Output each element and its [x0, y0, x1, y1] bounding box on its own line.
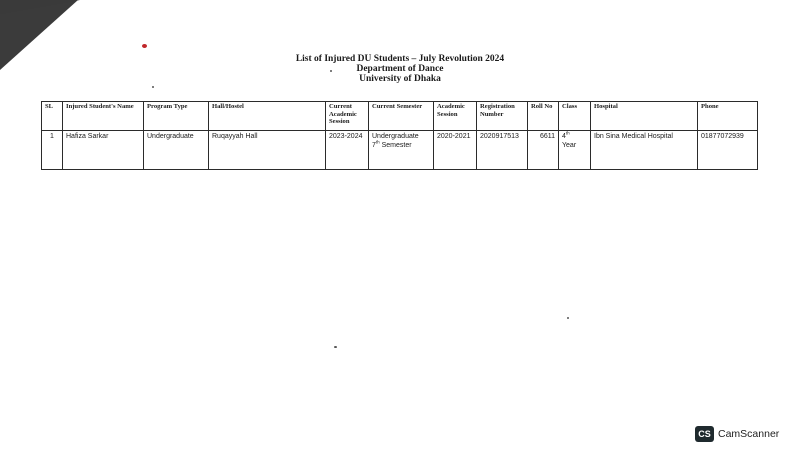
ink-speck: [142, 44, 147, 48]
university-name: University of Dhaka: [359, 74, 441, 84]
cell-academic-session: 2020-2021: [434, 131, 477, 170]
camscanner-logo-icon: CS: [695, 426, 714, 442]
header-hospital: Hospital: [591, 102, 698, 131]
header-name: Injured Student's Name: [63, 102, 144, 131]
header-current-session: Current Academic Session: [326, 102, 369, 131]
camscanner-label: CamScanner: [718, 428, 780, 440]
cell-name: Hafiza Sarkar: [63, 131, 144, 170]
header-academic-session: Academic Session: [434, 102, 477, 131]
cell-hall: Ruqayyah Hall: [209, 131, 326, 170]
semester-level: Undergraduate: [372, 133, 419, 140]
dust-speck: [152, 86, 154, 88]
cell-class: [559, 131, 591, 170]
table-header-row: [42, 102, 758, 131]
cell-roll: 6611: [528, 131, 559, 170]
cell-registration: 2020917513: [477, 131, 528, 170]
header-hall: Hall/Hostel: [209, 102, 326, 131]
header-class: Class: [559, 102, 591, 131]
cell-current-semester: [369, 131, 434, 170]
header-registration: Registration Number: [477, 102, 528, 131]
dust-speck: [334, 346, 337, 348]
header-current-semester: Current Semester: [369, 102, 434, 131]
semester-word: Semester: [381, 142, 412, 149]
document-title: List of Injured DU Students – July Revolution 2024: [295, 54, 505, 64]
cell-program: Undergraduate: [144, 131, 209, 170]
header-roll: Roll No: [528, 102, 559, 131]
cell-sl: 1: [42, 131, 63, 170]
header-phone: Phone: [698, 102, 758, 131]
table-row: [42, 131, 758, 170]
class-suffix: th: [565, 130, 570, 136]
class-number: 4: [562, 133, 566, 140]
scan-edge-shadow: [0, 0, 80, 14]
class-word: Year: [562, 142, 577, 149]
department-name: Department of Dance: [356, 64, 444, 74]
injured-students-table: [41, 101, 758, 170]
cell-phone: 01877072939: [698, 131, 758, 170]
semester-number: 7: [372, 142, 376, 149]
semester-suffix: th: [375, 139, 380, 145]
header-sl: SL: [42, 102, 63, 131]
camscanner-watermark: [695, 426, 779, 442]
cell-current-session: 2023-2024: [326, 131, 369, 170]
header-program: Program Type: [144, 102, 209, 131]
dust-speck: [567, 317, 569, 319]
cell-hospital: Ibn Sina Medical Hospital: [591, 131, 698, 170]
